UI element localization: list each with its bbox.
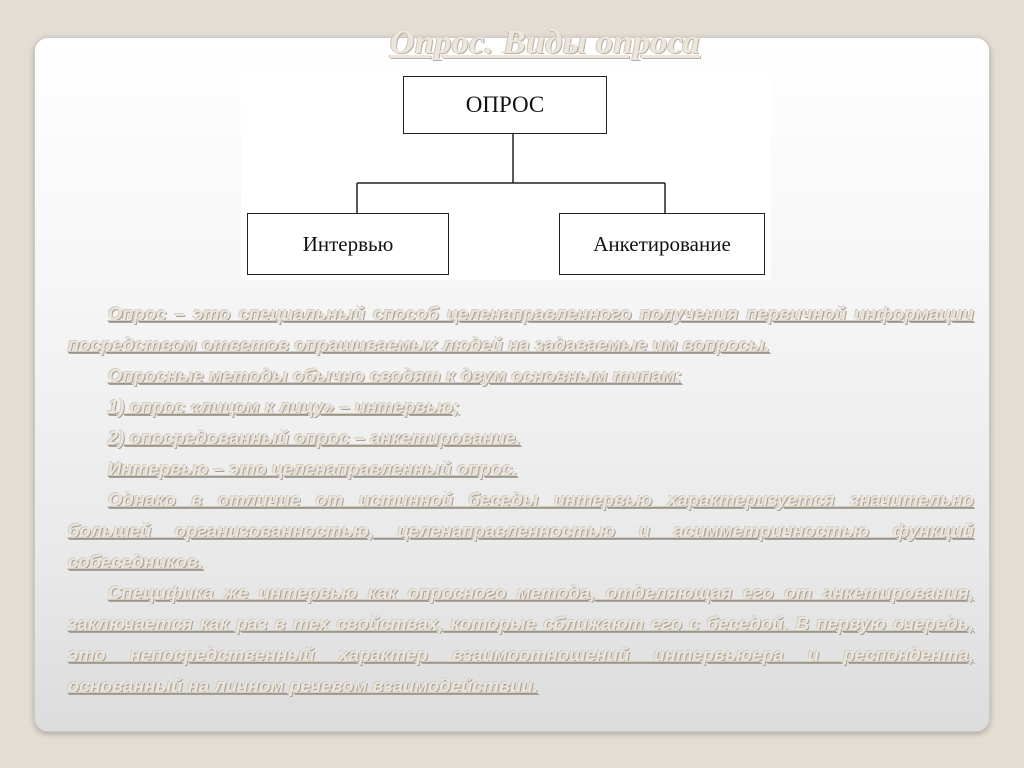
paragraph-type-1: 1) опрос «лицом к лицу» – интервью; [108,396,460,417]
slide-title: Опрос. Виды опроса [389,24,701,61]
survey-types-diagram [241,67,771,280]
paragraph-interview-definition: Интервью – это целенаправленный опрос. [108,458,518,479]
paragraph-interview-specifics: Специфика же интервью как опросного метода, отделяющая его от анкетирования, заключается как раз в тех свойствах, которые сближают его с беседой. В первую очередь, это непосредственный характер взаимоотношений интервьюера и респондента, основанный на личном речевом взаимодействии. [68,582,974,696]
diagram-root-box: ОПРОС [403,76,607,134]
paragraph-types-intro: Опросные методы обычно сводят к двум основным типам: [108,365,682,386]
slide-body-text [68,298,974,701]
paragraph-definition: Опрос – это специальный способ целенаправленного получения первичной информации посредством ответов опрашиваемых людей на задаваемые им вопросы. [68,303,974,355]
paragraph-interview-features: Однако в отличие от истинной беседы интервью характеризуется значительно большей организованностью, целенаправленностью и асимметричностью функций собеседников. [68,489,974,572]
diagram-questionnaire-box: Анкетирование [559,213,765,275]
diagram-interview-box: Интервью [247,213,449,275]
paragraph-type-2: 2) опосредованный опрос – анкетирование. [108,427,521,448]
